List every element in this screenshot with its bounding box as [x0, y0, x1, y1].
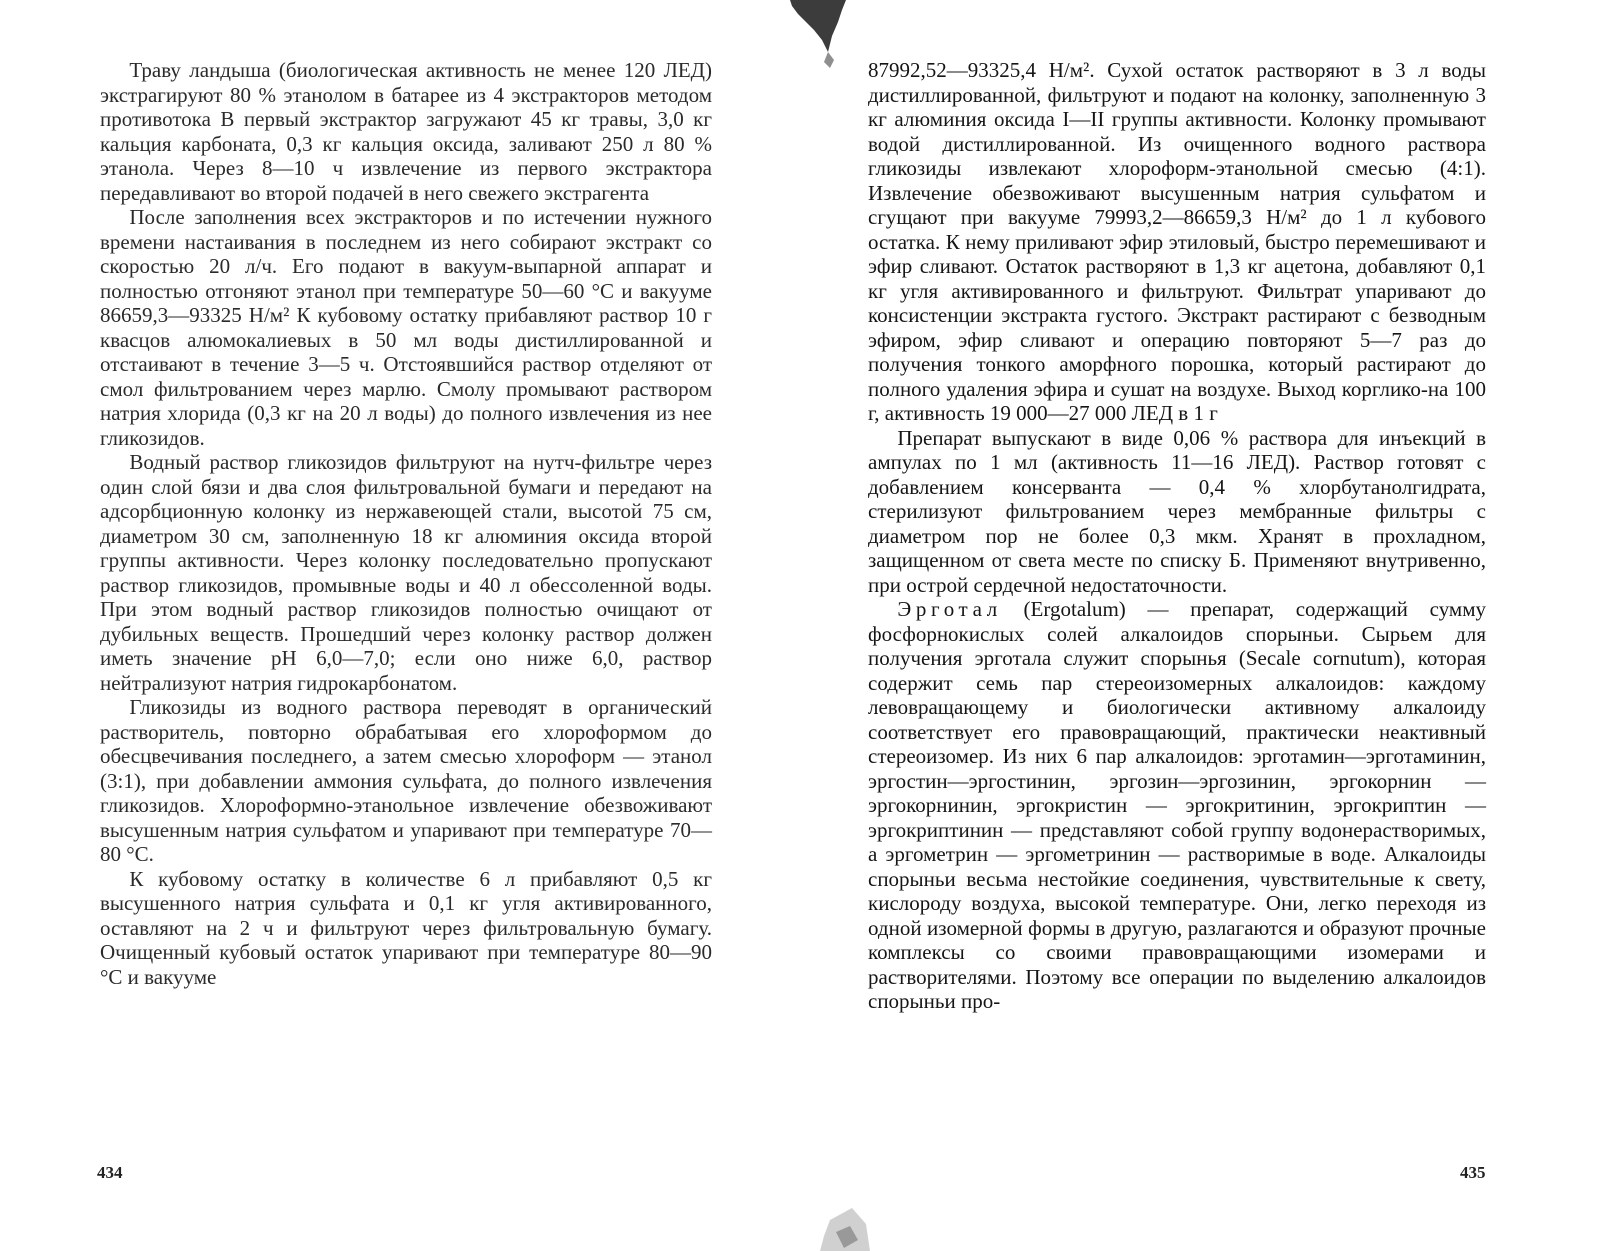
left-paragraph-1: Траву ландыша (биологическая активность не менее 120 ЛЕД) экстрагируют 80 % этанолом в батарее из 4 экстракторов методом противотока В первый экстрактор загружают 45 кг травы, 3,0 кг кальция карбоната, 0,3 кг кальция оксида, заливают 250 л 80 % этанола. Через 8—10 ч извлечение из первого экстрактора передавливают во второй подачей в него свежего экстрагента [100, 58, 712, 205]
right-paragraph-continuation: 87992,52—93325,4 Н/м². Сухой остаток растворяют в 3 л воды дистиллированной, фильтруют и подают на колонку, заполненную 3 кг алюминия оксида I—II группы активности. Колонку промывают водой дистиллированной. Из очищенного водного раствора гликозиды извлекают хлороформ-этанольной смесью (4:1). Извлечение обезвоживают высушенным натрия сульфатом и сгущают при вакууме 79993,2—86659,3 Н/м² до 1 л кубового остатка. К нему приливают эфир этиловый, быстро перемешивают и эфир сливают. Остаток растворяют в 1,3 кг ацетона, добавляют 0,1 кг угля активированного и фильтруют. Фильтрат упаривают до консистенции экстракта густого. Экстракт растирают с безводным эфиром, эфир сливают и операцию повторяют 5—7 раз до получения тонкого аморфного порошка, который растирают до полного удаления эфира и сушат на воздухе. Выход корглико-на 100 г, активность 19 000—27 000 ЛЕД в 1 г [868, 58, 1486, 425]
right-page [800, 0, 1601, 1251]
left-page [0, 0, 800, 1251]
right-paragraph-2: Препарат выпускают в виде 0,06 % раствора для инъекций в ампулах по 1 мл (активность 11—16 ЛЕД). Раствор готовят с добавлением консерванта — 0,4 % хлорбутанолгидрата, стерилизуют фильтрованием через мембранные фильтры с диаметром пор не более 0,3 мкм. Хранят в прохладном, защищенном от света месте по списку Б. Применяют внутривенно, при острой сердечной недостаточности. [868, 425, 1486, 597]
page-number-right: 435 [1460, 1163, 1486, 1182]
page-number-left: 434 [97, 1163, 123, 1182]
ergotal-description: (Ergotalum) — препарат, содержащий сумму фосфорнокислых солей алкалоидов спорыньи. Сырьем для получения эрготала служит спорынья (Secale cornutum), которая содержит семь пар стереоизомерных алкалоидов: каждому левовращающему и биологически активному алкалоиду соответствует его правовращающий, практически неактивный стереоизомер. Из них 6 пар алкалоидов: эрготамин—эрготаминин, эргостин—эргостинин, эргозин—эргозинин, эргокорнин — эргокорнинин, эргокристин — эргокритинин, эргокриптин — эргокриптинин — представляют собой группу водонерастворимых, а эргометрин — эргометринин — растворимые в воде. Алкалоиды спорыньи весьма нестойкие соединения, чувствительные к свету, кислороду воздуха, высокой температуре. Они, легко переходя из одной изомерной формы в другую, разлагаются и образуют прочные комплексы со своими правовращающими изомерами и растворителями. Поэтому все операции по выделению алкалоидов спорыньи про- [868, 597, 1486, 1013]
right-page-text [868, 58, 1486, 1014]
left-paragraph-5: К кубовому остатку в количестве 6 л прибавляют 0,5 кг высушенного натрия сульфата и 0,1 кг угля активированного, оставляют на 2 ч и фильтруют через фильтровальную бумагу. Очищенный кубовый остаток упаривают при температуре 80—90 °С и вакууме [100, 866, 712, 989]
scan-smudge-bottom [800, 1160, 890, 1251]
left-paragraph-4: Гликозиды из водного раствора переводят в органический растворитель, повторно обрабатывая его хлороформом до обесцвечивания последнего, а затем смесью хлороформ — этанол (3:1), при добавлении аммония сульфата, до полного извлечения гликозидов. Хлороформно-этанольное извлечение обезвоживают высушенным натрия сульфатом и упаривают при температуре 70—80 °С. [100, 695, 712, 866]
right-paragraph-3 [868, 597, 1486, 1014]
left-page-text [100, 58, 712, 989]
left-paragraph-2: После заполнения всех экстракторов и по истечении нужного времени настаивания в последнем из него собирают экстракт со скоростью 20 л/ч. Его подают в вакуум-выпарной аппарат и полностью отгоняют этанол при температуре 50—60 °С и вакууме 86659,3—93325 Н/м² К кубовому остатку прибавляют раствор 10 г квасцов алюмокалиевых в 50 мл воды дистиллированной и отстаивают в течение 3—5 ч. Отстоявшийся раствор отделяют от смол фильтрованием через марлю. Смолу промывают раствором натрия хлорида (0,3 кг на 20 л воды) до полного извлечения из нее гликозидов. [100, 205, 712, 450]
left-paragraph-3: Водный раствор гликозидов фильтруют на нутч-фильтре через один слой бязи и два слоя фильтровальной бумаги и передают на адсорбционную колонку из нержавеющей стали, высотой 75 см, диаметром 30 см, заполненную 18 кг алюминия оксида второй группы активности. Через колонку последовательно пропускают раствор гликозидов, промывные воды и 40 л обессоленной воды. При этом водный раствор гликозидов полностью очищают от дубильных веществ. Прошедший через колонку раствор должен иметь значение рН 6,0—7,0; если оно ниже 6,0, раствор нейтрализуют натрия гидрокарбонатом. [100, 450, 712, 695]
ergotal-term: Эрготал [897, 597, 1002, 621]
scan-smudge-top [788, 0, 868, 80]
